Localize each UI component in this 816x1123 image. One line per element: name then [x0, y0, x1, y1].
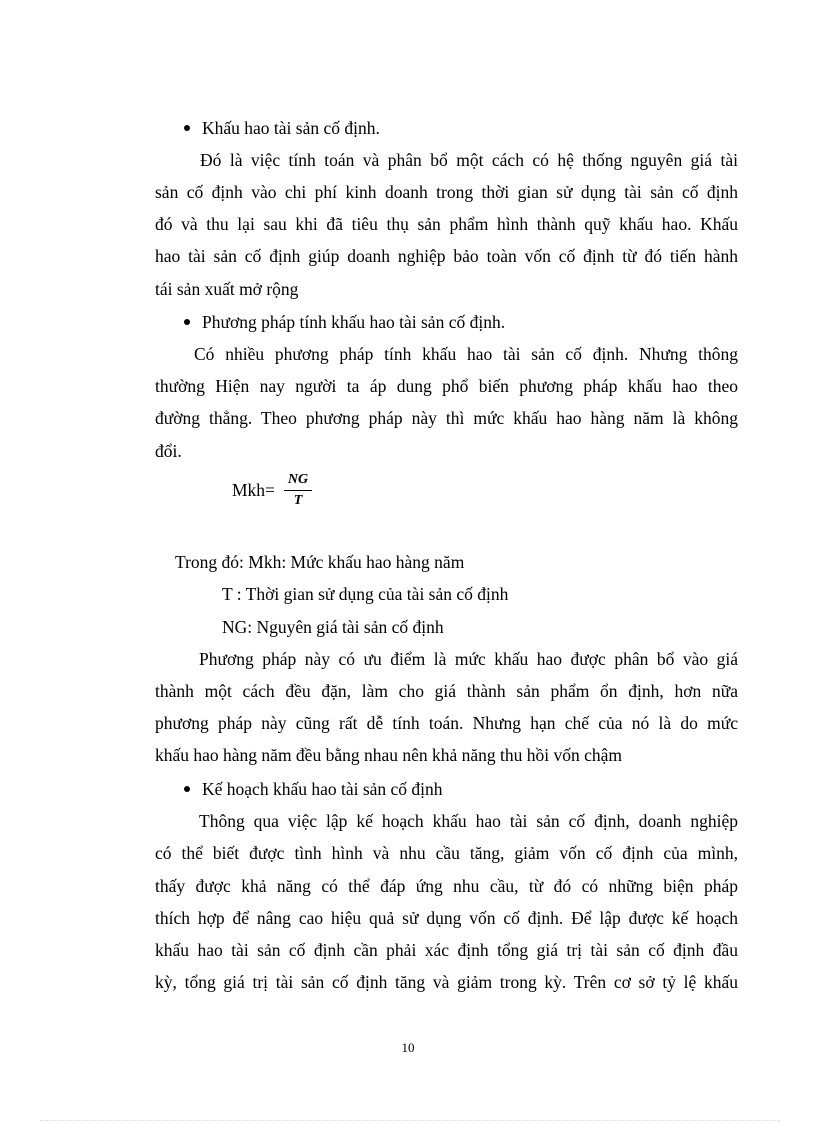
- paragraph-line: Phương pháp này có ưu điểm là mức khấu hao được phân bổ vào giá: [199, 649, 738, 669]
- paragraph-line: có thể biết được tình hình và nhu cầu tăng, giảm vốn cố định của mình,: [155, 843, 738, 863]
- paragraph-line: đường thẳng. Theo phương pháp này thì mức khấu hao hàng năm là không: [155, 408, 738, 428]
- paragraph-line: thành một cách đều đặn, làm cho giá thành sản phẩm ổn định, hơn nữa: [155, 681, 738, 701]
- paragraph-line: Đó là việc tính toán và phân bổ một cách có hệ thống nguyên giá tài: [200, 150, 738, 170]
- paragraph-line: thấy được khả năng có thể đáp ứng nhu cầu, từ đó có những biện pháp: [155, 876, 738, 896]
- paragraph-line: khấu hao tài sản cố định cần phải xác định tổng giá trị tài sản cố định đầu: [155, 940, 738, 960]
- paragraph-line: tái sản xuất mở rộng: [155, 279, 299, 299]
- page-number: 10: [401, 1040, 415, 1055]
- section-heading-depreciation: Khấu hao tài sản cố định.: [184, 117, 380, 139]
- paragraph-line: sản cố định vào chi phí kinh doanh trong thời gian sử dụng tài sản cố định: [155, 182, 738, 202]
- formula-legend-line: T : Thời gian sử dụng của tài sản cố định: [222, 584, 509, 604]
- formula-lhs: Mkh=: [232, 480, 275, 500]
- page-edge-divider: [40, 1120, 780, 1121]
- formula-legend-line: NG: Nguyên giá tài sản cố định: [222, 617, 444, 637]
- bullet-icon: [184, 786, 190, 792]
- bullet-icon: [184, 125, 190, 131]
- paragraph-line: khấu hao hàng năm đều bằng nhau nên khả năng thu hồi vốn chậm: [155, 745, 623, 765]
- paragraph-line: đổi.: [155, 441, 182, 461]
- paragraph-line: thường Hiện nay người ta áp dung phổ biến phương pháp khấu hao theo: [155, 376, 738, 396]
- paragraph-line: kỳ, tổng giá trị tài sản cố định tăng và giảm trong kỳ. Trên cơ sở tỷ lệ khấu: [155, 972, 738, 992]
- formula-denominator: T: [293, 493, 303, 508]
- formula-legend-line: Trong đó: Mkh: Mức khấu hao hàng năm: [175, 552, 465, 572]
- paragraph-line: đó và thu lại sau khi đã tiêu thụ sản phẩm hình thành quỹ khấu hao. Khấu: [155, 214, 738, 234]
- paragraph-line: Có nhiều phương pháp tính khấu hao tài sản cố định. Nhưng thông: [194, 344, 738, 364]
- fraction-bar: [284, 490, 312, 491]
- formula-fraction: [284, 472, 312, 509]
- formula-numerator: NG: [287, 472, 309, 487]
- bullet-icon: [184, 319, 190, 325]
- paragraph-line: thích hợp để nâng cao hiệu quả sử dụng vốn cố định. Để lập được kế hoạch: [155, 908, 738, 928]
- section-heading-method: Phương pháp tính khấu hao tài sản cố định.: [184, 311, 505, 333]
- paragraph-line: hao tài sản cố định giúp doanh nghiệp bảo toàn vốn cố định từ đó tiến hành: [155, 246, 738, 266]
- paragraph-line: phương pháp này cũng rất dễ tính toán. Nhưng hạn chế của nó là do mức: [155, 713, 738, 733]
- paragraph-line: Thông qua việc lập kế hoạch khấu hao tài sản cố định, doanh nghiệp: [199, 811, 738, 831]
- section-heading-plan: Kế hoạch khấu hao tài sản cố định: [184, 778, 443, 800]
